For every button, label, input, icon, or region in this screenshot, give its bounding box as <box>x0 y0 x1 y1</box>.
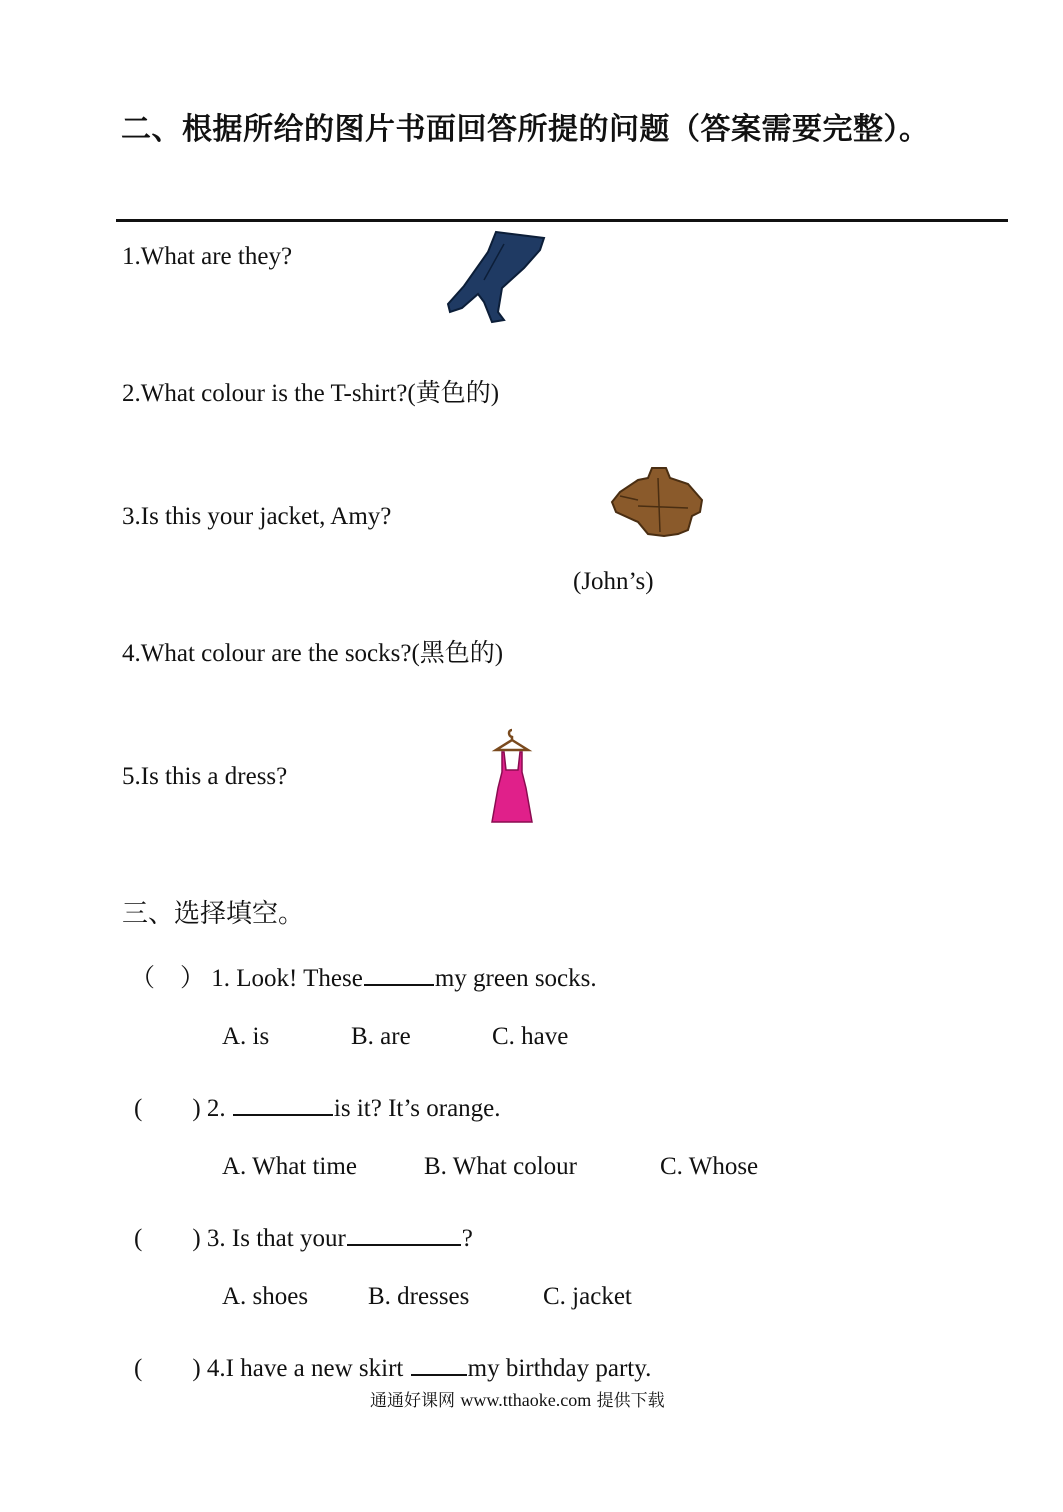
choice-1-stem-start: 1. Look! These <box>211 965 363 992</box>
choice-3-stem-start: 3. Is that your <box>206 1225 346 1252</box>
question-3-hint: (John’s) <box>573 568 654 595</box>
choice-4-stem-end: my birthday party. <box>467 1355 652 1382</box>
answer-blank <box>411 1373 467 1376</box>
answer-blank <box>347 1243 461 1246</box>
section-3-heading: 三、选择填空。 <box>122 899 305 929</box>
divider <box>116 219 1008 222</box>
choice-4-stem-start: 4.I have a new skirt <box>206 1355 404 1382</box>
choice-2-stem-end: is it? It’s orange. <box>333 1095 501 1122</box>
footer-site-name: 通通好课网 <box>370 1391 455 1411</box>
choice-1-option-a: A. is <box>222 1023 270 1050</box>
choice-1-option-b: B. are <box>351 1023 411 1050</box>
question-3: 3.Is this your jacket, Amy? <box>122 503 392 530</box>
answer-blank <box>233 1113 333 1116</box>
answer-bracket[interactable]: ( ) <box>134 1225 201 1252</box>
answer-bracket[interactable]: （ ） <box>130 965 206 992</box>
choice-3-option-a: A. shoes <box>222 1283 309 1310</box>
answer-blank <box>364 983 434 986</box>
choice-1-option-c: C. have <box>492 1023 569 1050</box>
choice-1-stem-end: my green socks. <box>434 965 597 992</box>
question-2: 2.What colour is the T-shirt?(黄色的) <box>122 380 500 407</box>
question-1: 1.What are they? <box>122 243 293 270</box>
section-2-heading: 二、根据所给的图片书面回答所提的问题（答案需要完整）。 <box>121 112 930 147</box>
choice-2 <box>134 1088 501 1124</box>
choice-2-option-a: A. What time <box>222 1153 357 1180</box>
question-5: 5.Is this a dress? <box>122 763 288 790</box>
choice-3-option-c: C. jacket <box>543 1283 632 1310</box>
choice-3-option-b: B. dresses <box>368 1283 470 1310</box>
choice-1 <box>130 958 597 994</box>
answer-bracket[interactable]: ( ) <box>134 1355 201 1382</box>
choice-4 <box>134 1348 651 1384</box>
question-4: 4.What colour are the socks?(黑色的) <box>122 640 504 667</box>
choice-3-stem-end: ? <box>461 1225 473 1252</box>
choice-2-option-b: B. What colour <box>424 1153 577 1180</box>
choice-2-stem-start: 2. <box>206 1095 226 1122</box>
footer-suffix: 提供下载 <box>596 1391 665 1411</box>
trousers-icon <box>444 228 548 324</box>
answer-bracket[interactable]: ( ) <box>134 1095 201 1122</box>
dress-icon <box>486 728 538 826</box>
footer <box>370 1386 665 1411</box>
footer-url[interactable]: www.tthaoke.com <box>460 1390 592 1410</box>
choice-2-option-c: C. Whose <box>660 1153 759 1180</box>
jacket-icon <box>608 466 706 538</box>
choice-3 <box>134 1218 473 1254</box>
